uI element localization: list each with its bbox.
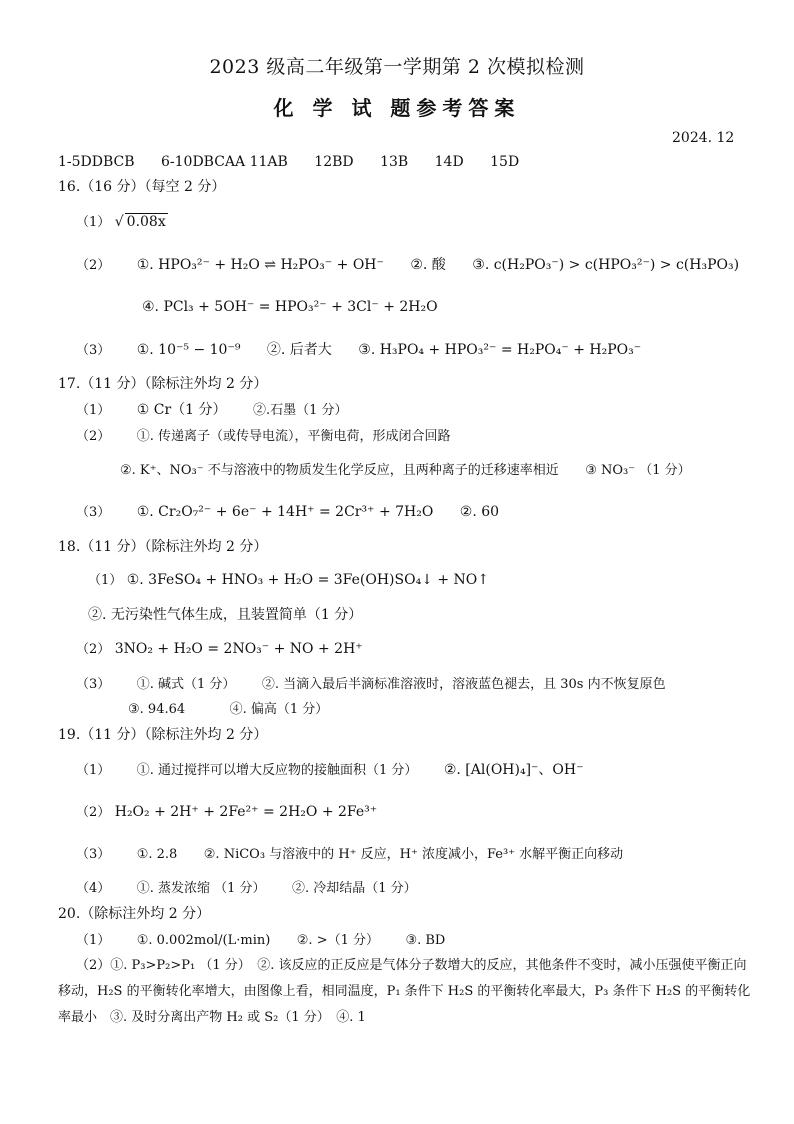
- q20-heading: 20.（除标注外均 2 分）: [58, 906, 211, 922]
- q20-part2-text: ①. P₃>P₂>P₁ （1 分） ②. 该反应的正反应是气体分子数增大的反应，其他条件不变时，减小压强使平衡正向移动，H₂S 的平衡转化率增大，由图像上看，相同温度，P₁ 条件下 H₂S 的平衡转化率最大，P₃ 条件下 H₂S 的平衡转化率最小 ③. 及时分离出产物 H₂ 或 S₂（1 分） ④. 1: [58, 958, 751, 1025]
- q19-part2-label: （2）: [76, 805, 111, 820]
- q19-part4-answer2: ②. 冷却结晶（1 分）: [292, 881, 417, 896]
- q19-part4: [76, 878, 417, 899]
- q16-part1-sqrt-content: 0.08x: [126, 214, 166, 230]
- q18-part3-answer3: ③. 94.64: [128, 702, 186, 717]
- q18-part1-answer1: ①. 3FeSO₄ + HNO₃ + H₂O = 3Fe(OH)SO₄↓ + NO↑: [126, 572, 489, 588]
- q19-part4-answer1: ①. 蒸发浓缩 （1 分）: [136, 881, 266, 896]
- q19-part3-label: （3）: [76, 847, 111, 862]
- q19-heading: 19.（11 分）（除标注外均 2 分）: [58, 727, 268, 743]
- q16-part3-label: （3）: [76, 343, 111, 358]
- q19-part2-answer1: H₂O₂ + 2H⁺ + 2Fe²⁺ = 2H₂O + 2Fe³⁺: [114, 804, 378, 820]
- answer-key-subtitle: 化 学 试 题参考答案: [273, 96, 521, 120]
- q18-part2: [76, 639, 363, 660]
- q16-part3: [76, 340, 641, 361]
- q16-part3-answer1: ①. 10⁻⁵ − 10⁻⁹: [136, 342, 241, 358]
- q16-part2-answer4: ④. PCl₃ + 5OH⁻ = HPO₃²⁻ + 3Cl⁻ + 2H₂O: [142, 299, 438, 315]
- q19-part1-answer1: ①. 通过搅拌可以增大反应物的接触面积（1 分）: [136, 763, 418, 778]
- q16-part1-label: （1）: [76, 215, 111, 230]
- q17-part2-answer3: ③ NO₃⁻ （1 分）: [585, 463, 691, 478]
- mc-answers: [58, 152, 519, 172]
- q17-part3-answer2: ②. 60: [459, 504, 500, 520]
- q17-part2-answer1: ①. 传递离子（或传导电流），平衡电荷，形成闭合回路: [136, 429, 451, 444]
- q16-part2-line1: [76, 255, 739, 276]
- q19-part1-label: （1）: [76, 763, 111, 778]
- q17-part3-label: （3）: [76, 505, 111, 520]
- exam-date: 2024. 12: [672, 130, 735, 146]
- q18-part3-answer2: ②. 当滴入最后半滴标准溶液时，溶液蓝色褪去，且 30s 内不恢复原色: [261, 677, 666, 692]
- q16-part2-label: （2）: [76, 258, 111, 273]
- q20-part1-answer1: ①. 0.002mol/(L·min): [136, 933, 271, 948]
- q16-heading: 16.（16 分）（每空 2 分）: [58, 179, 226, 195]
- q20-part1: [76, 930, 445, 951]
- q17-part2-line2: [120, 460, 691, 481]
- q18-part3-line2: [128, 699, 328, 720]
- q19-part1: [76, 760, 584, 781]
- mc-answer-6-11: 6-10DBCAA 11AB: [161, 154, 288, 170]
- q20-part1-label: （1）: [76, 933, 111, 948]
- q17-part1-answer1: ① Cr（1 分）: [136, 402, 227, 418]
- q16-part2-answer1: ①. HPO₃²⁻ + H₂O ⇌ H₂PO₃⁻ + OH⁻: [136, 257, 384, 273]
- q16-part2-answer2: ②. 酸: [410, 257, 446, 273]
- q17-part1: [76, 400, 348, 421]
- q18-part3-answer1: ①. 碱式（1 分）: [136, 677, 236, 692]
- q18-part1-answer2: ②. 无污染性气体生成，且装置简单（1 分）: [88, 607, 363, 623]
- q17-part2-line1: [76, 426, 451, 447]
- q17-part1-label: （1）: [76, 403, 111, 418]
- q19-part2: [76, 802, 377, 823]
- q19-part1-answer2: ②. [Al(OH)₄]⁻、OH⁻: [443, 762, 584, 778]
- q20-part1-answer2: ②. >（1 分）: [296, 933, 379, 948]
- q18-part3-label: （3）: [76, 677, 111, 692]
- q19-part3: [76, 844, 623, 865]
- q17-part2-label: （2）: [76, 429, 111, 444]
- q18-part1-line1: [88, 570, 489, 591]
- q18-part2-label: （2）: [76, 642, 111, 657]
- q18-heading: 18.（11 分）（除标注外均 2 分）: [58, 539, 268, 555]
- mc-answer-12: 12BD: [314, 154, 354, 170]
- sqrt-symbol: √: [114, 214, 124, 230]
- q18-part3-answer4: ④. 偏高（1 分）: [229, 702, 329, 717]
- q18-part2-answer1: 3NO₂ + H₂O = 2NO₃⁻ + NO + 2H⁺: [114, 641, 363, 657]
- q20-part2: [58, 953, 758, 1031]
- q19-part3-answer1: ①. 2.8: [136, 847, 178, 862]
- q16-part3-answer2: ②. 后者大: [266, 342, 332, 358]
- q20-part1-answer3: ③. BD: [405, 933, 446, 948]
- q16-part1: [76, 212, 168, 233]
- q17-part2-answer2: ②. K⁺、NO₃⁻ 不与溶液中的物质发生化学反应，且两种离子的迁移速率相近: [120, 463, 559, 478]
- q17-part3-answer1: ①. Cr₂O₇²⁻ + 6e⁻ + 14H⁺ = 2Cr³⁺ + 7H₂O: [136, 504, 434, 520]
- q19-part3-answer2: ②. NiCO₃ 与溶液中的 H⁺ 反应，H⁺ 浓度减小，Fe³⁺ 水解平衡正向移动: [203, 847, 624, 862]
- q18-part3-line1: [76, 674, 666, 695]
- q16-part2-answer3: ③. c(H₂PO₃⁻) > c(HPO₃²⁻) > c(H₃PO₃): [472, 257, 740, 273]
- q17-part1-answer2: ②.石墨（1 分）: [252, 403, 348, 418]
- q16-part3-answer3: ③. H₃PO₄ + HPO₃²⁻ = H₂PO₄⁻ + H₂PO₃⁻: [358, 342, 642, 358]
- exam-title: 2023 级高二年级第一学期第 2 次模拟检测: [209, 56, 585, 78]
- q18-part1-label: （1）: [88, 573, 123, 588]
- mc-answer-13: 13B: [380, 154, 409, 170]
- mc-answer-15: 15D: [490, 154, 520, 170]
- mc-answer-14: 14D: [434, 154, 464, 170]
- q19-part4-label: （4）: [76, 881, 111, 896]
- mc-answer-1-5: 1-5DDBCB: [58, 154, 135, 170]
- q20-part2-label: （2）: [76, 958, 111, 973]
- q17-part3: [76, 502, 499, 523]
- q17-heading: 17.（11 分）（除标注外均 2 分）: [58, 376, 268, 392]
